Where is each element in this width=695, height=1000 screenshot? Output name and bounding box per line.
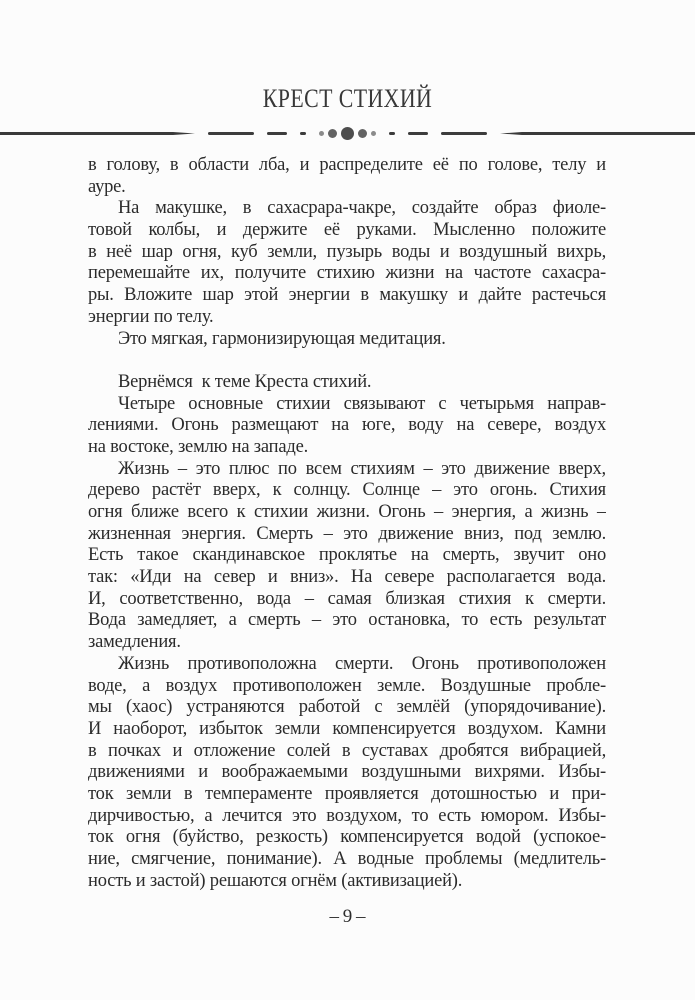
text-line: И наоборот, избыток земли компенсируется воздухом. Камни	[88, 718, 606, 739]
text-line: Жизнь противоположна смерти. Огонь противоположен	[118, 653, 606, 674]
divider-dot-icon	[319, 131, 324, 136]
divider-rule-left	[0, 132, 195, 135]
text-line: в почках и отложение солей в суставах дробятся вибрацией,	[88, 740, 606, 761]
text-line: ние, смягчение, понимание). А водные проблемы (медлитель-	[88, 849, 606, 869]
divider-center-dot-icon	[341, 127, 354, 140]
divider-rule-right	[500, 132, 695, 135]
paragraph	[88, 654, 606, 893]
page-title: КРЕСТ СТИХИЙ	[262, 84, 433, 113]
text-line: Вернёмся к теме Креста стихий.	[118, 371, 372, 392]
divider-dash-icon	[267, 132, 287, 135]
text-line: И, соответственно, вода – самая близкая стихия к смерти.	[88, 588, 606, 609]
text-line: Четыре основные стихии связывают с четырьмя направ-	[118, 393, 606, 414]
text-line: перемешайте их, получите стихию жизни на частоте сахасра-	[88, 263, 606, 284]
text-line: огня ближе всего к стихии жизни. Огонь – энергия, а жизнь –	[88, 502, 606, 522]
text-line: в неё шар огня, куб земли, пузырь воды и воздушный вихрь,	[88, 241, 606, 262]
paragraph	[88, 198, 606, 328]
text-line: ток земли в темпераменте проявляется дотошностью и при-	[88, 783, 606, 804]
text-line: в голову, в области лба, и распределите её по голове, телу и	[88, 155, 606, 175]
paragraph	[88, 394, 606, 459]
text-line: жизненная энергия. Смерть – это движение вниз, под землю.	[88, 523, 606, 544]
text-line: энергии по телу.	[88, 306, 214, 327]
divider-dash-icon	[208, 132, 254, 135]
divider-dash-icon	[300, 132, 306, 135]
divider-dot-icon	[371, 131, 376, 136]
divider-dash-icon	[441, 132, 487, 135]
divider-dot-icon	[358, 129, 367, 138]
paragraph	[88, 459, 606, 654]
divider-ornament-icon	[0, 127, 695, 140]
text-line: На макушке, в сахасрара-чакре, создайте образ фиоле-	[118, 198, 606, 219]
text-line: замедления.	[88, 632, 181, 653]
page-number: – 9 –	[329, 906, 366, 927]
text-line: товой колбы, и держите её руками. Мысленно положите	[88, 220, 606, 241]
text-line: так: «Иди на север и вниз». На севере располагается вода.	[88, 567, 606, 588]
text-line: на востоке, землю на западе.	[88, 436, 309, 457]
text-line: лениями. Огонь размещают на юге, воду на севере, воздух	[88, 415, 606, 436]
text-line: дирчивостью, а лечится это воздухом, то есть юмором. Избы-	[88, 805, 606, 826]
body-text	[88, 155, 606, 892]
text-line: мы (хаос) устраняются работой с землёй (упорядочивание).	[88, 697, 606, 718]
text-line: ток огня (буйство, резкость) компенсируется водой (успокое-	[88, 827, 606, 848]
text-line: воде, а воздух противоположен земле. Воздушные пробле-	[88, 675, 606, 696]
text-line: Жизнь – это плюс по всем стихиям – это движение вверх,	[118, 458, 606, 479]
text-line: ауре.	[88, 176, 126, 197]
text-line: дерево растёт вверх, к солнцу. Солнце – это огонь. Стихия	[88, 480, 606, 501]
divider-dot-icon	[328, 129, 337, 138]
paragraph	[88, 372, 606, 394]
text-line: ры. Вложите шар этой энергии в макушку и дайте растечься	[88, 285, 606, 306]
divider-dash-icon	[408, 132, 428, 135]
text-line: ность и застой) решаются огнём (активизацией).	[88, 870, 463, 891]
text-line: Есть такое скандинавское проклятье на смерть, звучит оно	[88, 545, 606, 566]
text-line: движениями и воображаемыми воздушными вихрями. Избы-	[88, 762, 606, 783]
text-line: Это мягкая, гармонизирующая медитация.	[118, 328, 446, 349]
paragraph	[88, 329, 606, 351]
paragraph	[88, 155, 606, 198]
text-line: Вода замедляет, а смерть – это остановка, то есть результат	[88, 610, 606, 631]
divider-dash-icon	[389, 132, 395, 135]
